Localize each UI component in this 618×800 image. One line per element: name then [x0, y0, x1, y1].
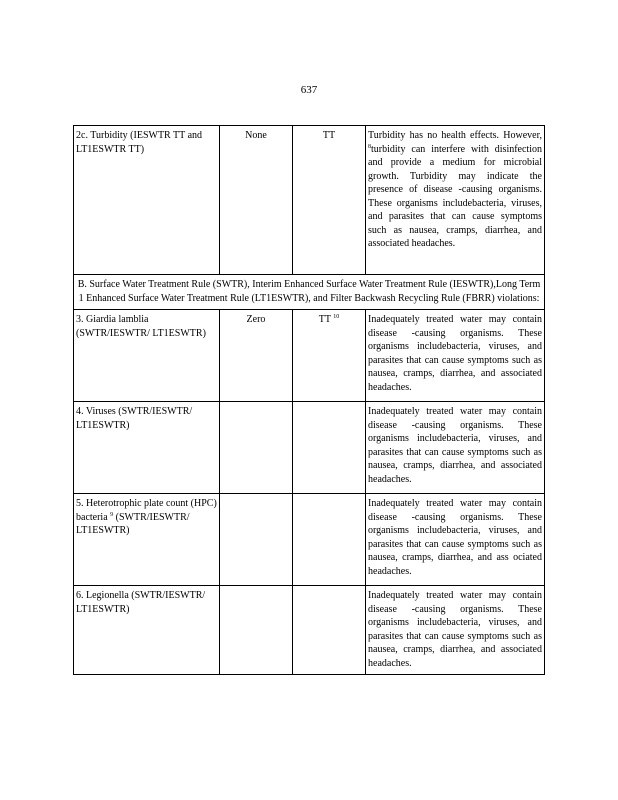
- contaminant-cell: 2c. Turbidity (IESWTR TT and LT1ESWTR TT): [74, 126, 220, 275]
- mcl-cell: [293, 586, 366, 675]
- mclg-cell: [220, 586, 293, 675]
- mcl-cell: [293, 310, 366, 402]
- mclg-cell: [220, 494, 293, 586]
- footnote-ref: 10: [333, 314, 340, 320]
- contaminant-table: [73, 125, 545, 675]
- effects-text: turbidity can interfere with disinfection and provide a medium for microbial growth. Turbidity may indicate the presence of disease -causing organisms. These organisms includebacteria, viruses, and parasites that can cause symptoms such as nausea, cramps, diarrhea, and associated headaches.: [368, 143, 542, 249]
- section-header-row: [74, 275, 545, 310]
- health-effects-cell: [366, 126, 545, 275]
- mcl-cell: [293, 402, 366, 494]
- contaminant-cell: 4. Viruses (SWTR/IESWTR/ LT1ESWTR): [74, 402, 220, 494]
- footnote-ref: 9: [110, 511, 114, 518]
- contaminant-text: (SWTR/IESWTR/ LT1ESWTR): [76, 511, 190, 536]
- mcl-text: TT: [318, 314, 331, 325]
- table-row: [74, 126, 545, 275]
- contaminant-cell: 6. Legionella (SWTR/IESWTR/ LT1ESWTR): [74, 586, 220, 675]
- health-effects-cell: Inadequately treated water may contain disease -causing organisms. These organisms includebacteria, viruses, and parasites that can cause symptoms such as nausea, cramps, diarrhea, and associated headaches.: [366, 310, 545, 402]
- mclg-cell: [220, 402, 293, 494]
- contaminant-text: 5. Heterotrophic plate count (HPC) bacteria: [76, 498, 217, 523]
- table-row: [74, 310, 545, 402]
- section-heading: B. Surface Water Treatment Rule (SWTR), Interim Enhanced Surface Water Treatment Rule (IESWTR),Long Term 1 Enhanced Surface Water Treatment Rule (LT1ESWTR), and Filter Backwash Recycling Rule (FBRR) violations:: [74, 275, 545, 310]
- table-row: [74, 586, 545, 675]
- table-row: [74, 494, 545, 586]
- table-row: [74, 402, 545, 494]
- page-number: 637: [300, 84, 318, 96]
- health-effects-cell: Inadequately treated water may contain disease -causing organisms. These organisms includebacteria, viruses, and parasites that can cause symptoms such as nausea, cramps, diarrhea, and ass ociated headaches.: [366, 494, 545, 586]
- health-effects-cell: Inadequately treated water may contain disease -causing organisms. These organisms includebacteria, viruses, and parasites that can cause symptoms such as nausea, cramps, diarrhea, and associated headaches.: [366, 402, 545, 494]
- footnote-ref: 8: [368, 143, 371, 150]
- health-effects-cell: Inadequately treated water may contain disease -causing organisms. These organisms includebacteria, viruses, and parasites that can cause symptoms such as nausea, cramps, diarrhea, and associated headaches.: [366, 586, 545, 675]
- effects-text: Turbidity has no health effects. However,: [368, 130, 542, 141]
- mclg-cell: None: [220, 126, 293, 275]
- mcl-cell: TT: [293, 126, 366, 275]
- contaminant-cell: [74, 494, 220, 586]
- mcl-cell: [293, 494, 366, 586]
- mclg-cell: Zero: [220, 310, 293, 402]
- contaminant-cell: 3. Giardia lamblia (SWTR/IESWTR/ LT1ESWTR): [74, 310, 220, 402]
